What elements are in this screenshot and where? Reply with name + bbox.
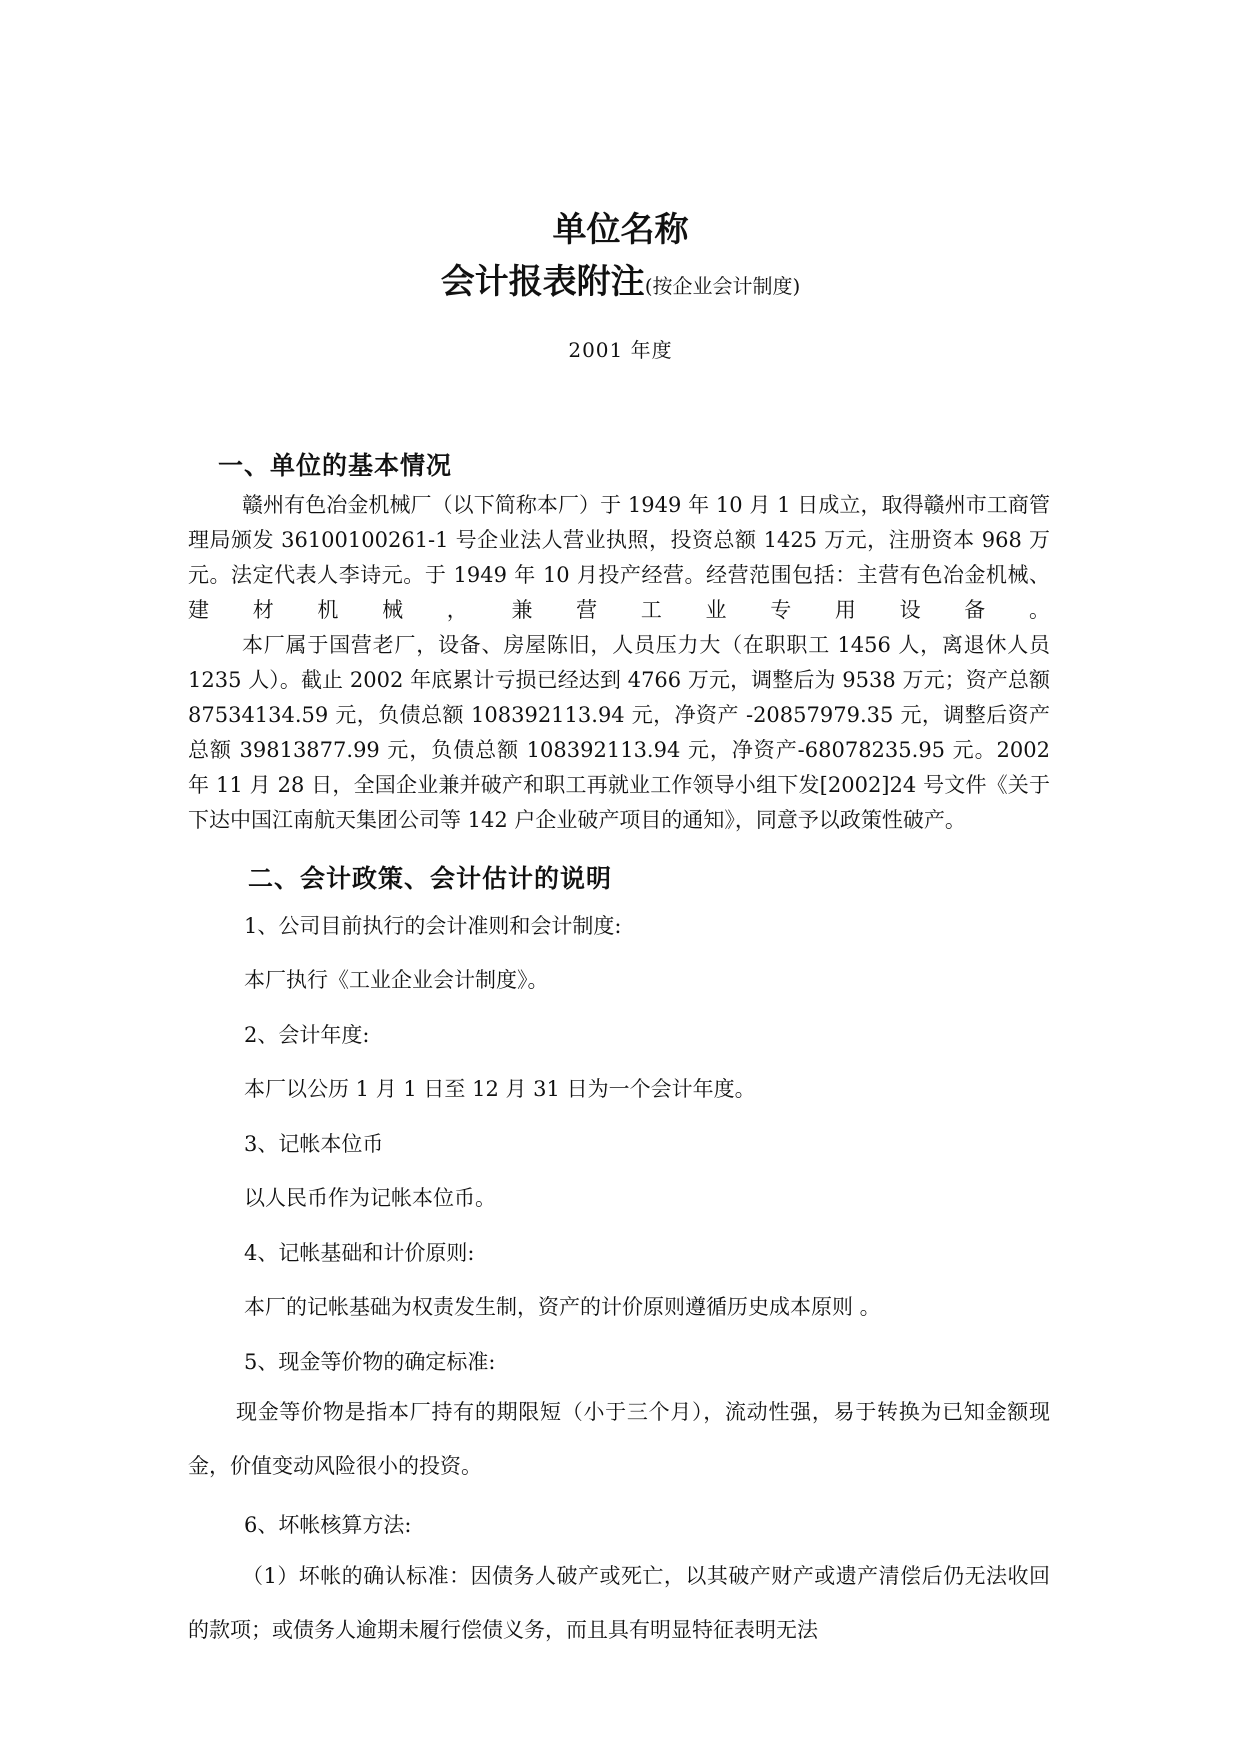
report-notes-title-text: 会计报表附注 <box>440 262 645 302</box>
item-6-title: 6、坏帐核算方法: <box>244 1513 412 1537</box>
item-3-body: 以人民币作为记帐本位币。 <box>244 1186 496 1210</box>
item-5-body: 现金等价物是指本厂持有的期限短（小于三个月），流动性强，易于转换为已知金额现金，价值变动风险很小的投资。 <box>188 1400 1050 1478</box>
item-1-body: 本厂执行《工业企业会计制度》。 <box>244 968 549 992</box>
item-3-title: 3、记帐本位币 <box>244 1132 384 1156</box>
item-2-body: 本厂以公历 1 月 1 日至 12 月 31 日为一个会计年度。 <box>244 1077 756 1101</box>
report-year: 2001 年度 <box>568 338 673 362</box>
section-1-heading: 一、单位的基本情况 <box>218 451 453 480</box>
unit-name-title: 单位名称 <box>552 210 689 250</box>
item-6-body: （1）坏帐的确认标准：因债务人破产或死亡，以其破产财产或遗产清偿后仍无法收回的款项；或债务人逾期未履行偿债义务，而且具有明显特征表明无法 <box>188 1564 1050 1642</box>
section-1-paragraph-1: 赣州有色冶金机械厂（以下简称本厂）于 1949 年 10 月 1 日成立，取得赣州市工商管理局颁发 36100100261-1 号企业法人营业执照，投资总额 1425 万元，注册资本 968 万元。法定代表人李诗元。于 1949 年 10 月投产经营。经营范围包括：主营有色冶金机械、建材机械，兼营工业专用设备。 <box>188 493 1050 622</box>
item-4-body: 本厂的记帐基础为权责发生制，资产的计价原则遵循历史成本原则 。 <box>244 1295 881 1319</box>
item-2-title: 2、会计年度: <box>244 1023 370 1047</box>
item-5-title: 5、现金等价物的确定标准: <box>244 1350 496 1374</box>
report-notes-title <box>0 254 1241 303</box>
section-2-heading: 二、会计政策、会计估计的说明 <box>248 864 613 893</box>
section-1-paragraph-2: 本厂属于国营老厂，设备、房屋陈旧，人员压力大（在职职工 1456 人，离退休人员 1235 人）。截止 2002 年底累计亏损已经达到 4766 万元，调整后为 9538 万元；资产总额 87534134.59 元，负债总额 108392113.94 元，净资产 -20857979.35 元，调整后资产总额 39813877.99 元，负债总额 108392113.94 元，净资产-68078235.95 元。2002 年 11 月 28 日，全国企业兼并破产和职工再就业工作领导小组下发[2002]24 号文件《关于下达中国江南航天集团公司等 142 户企业破产项目的通知》，同意予以政策性破产。 <box>188 633 1050 832</box>
accounting-system-note: (按企业会计制度) <box>644 274 801 298</box>
item-4-title: 4、记帐基础和计价原则: <box>244 1241 475 1265</box>
item-1-title: 1、公司目前执行的会计准则和会计制度: <box>244 914 622 938</box>
